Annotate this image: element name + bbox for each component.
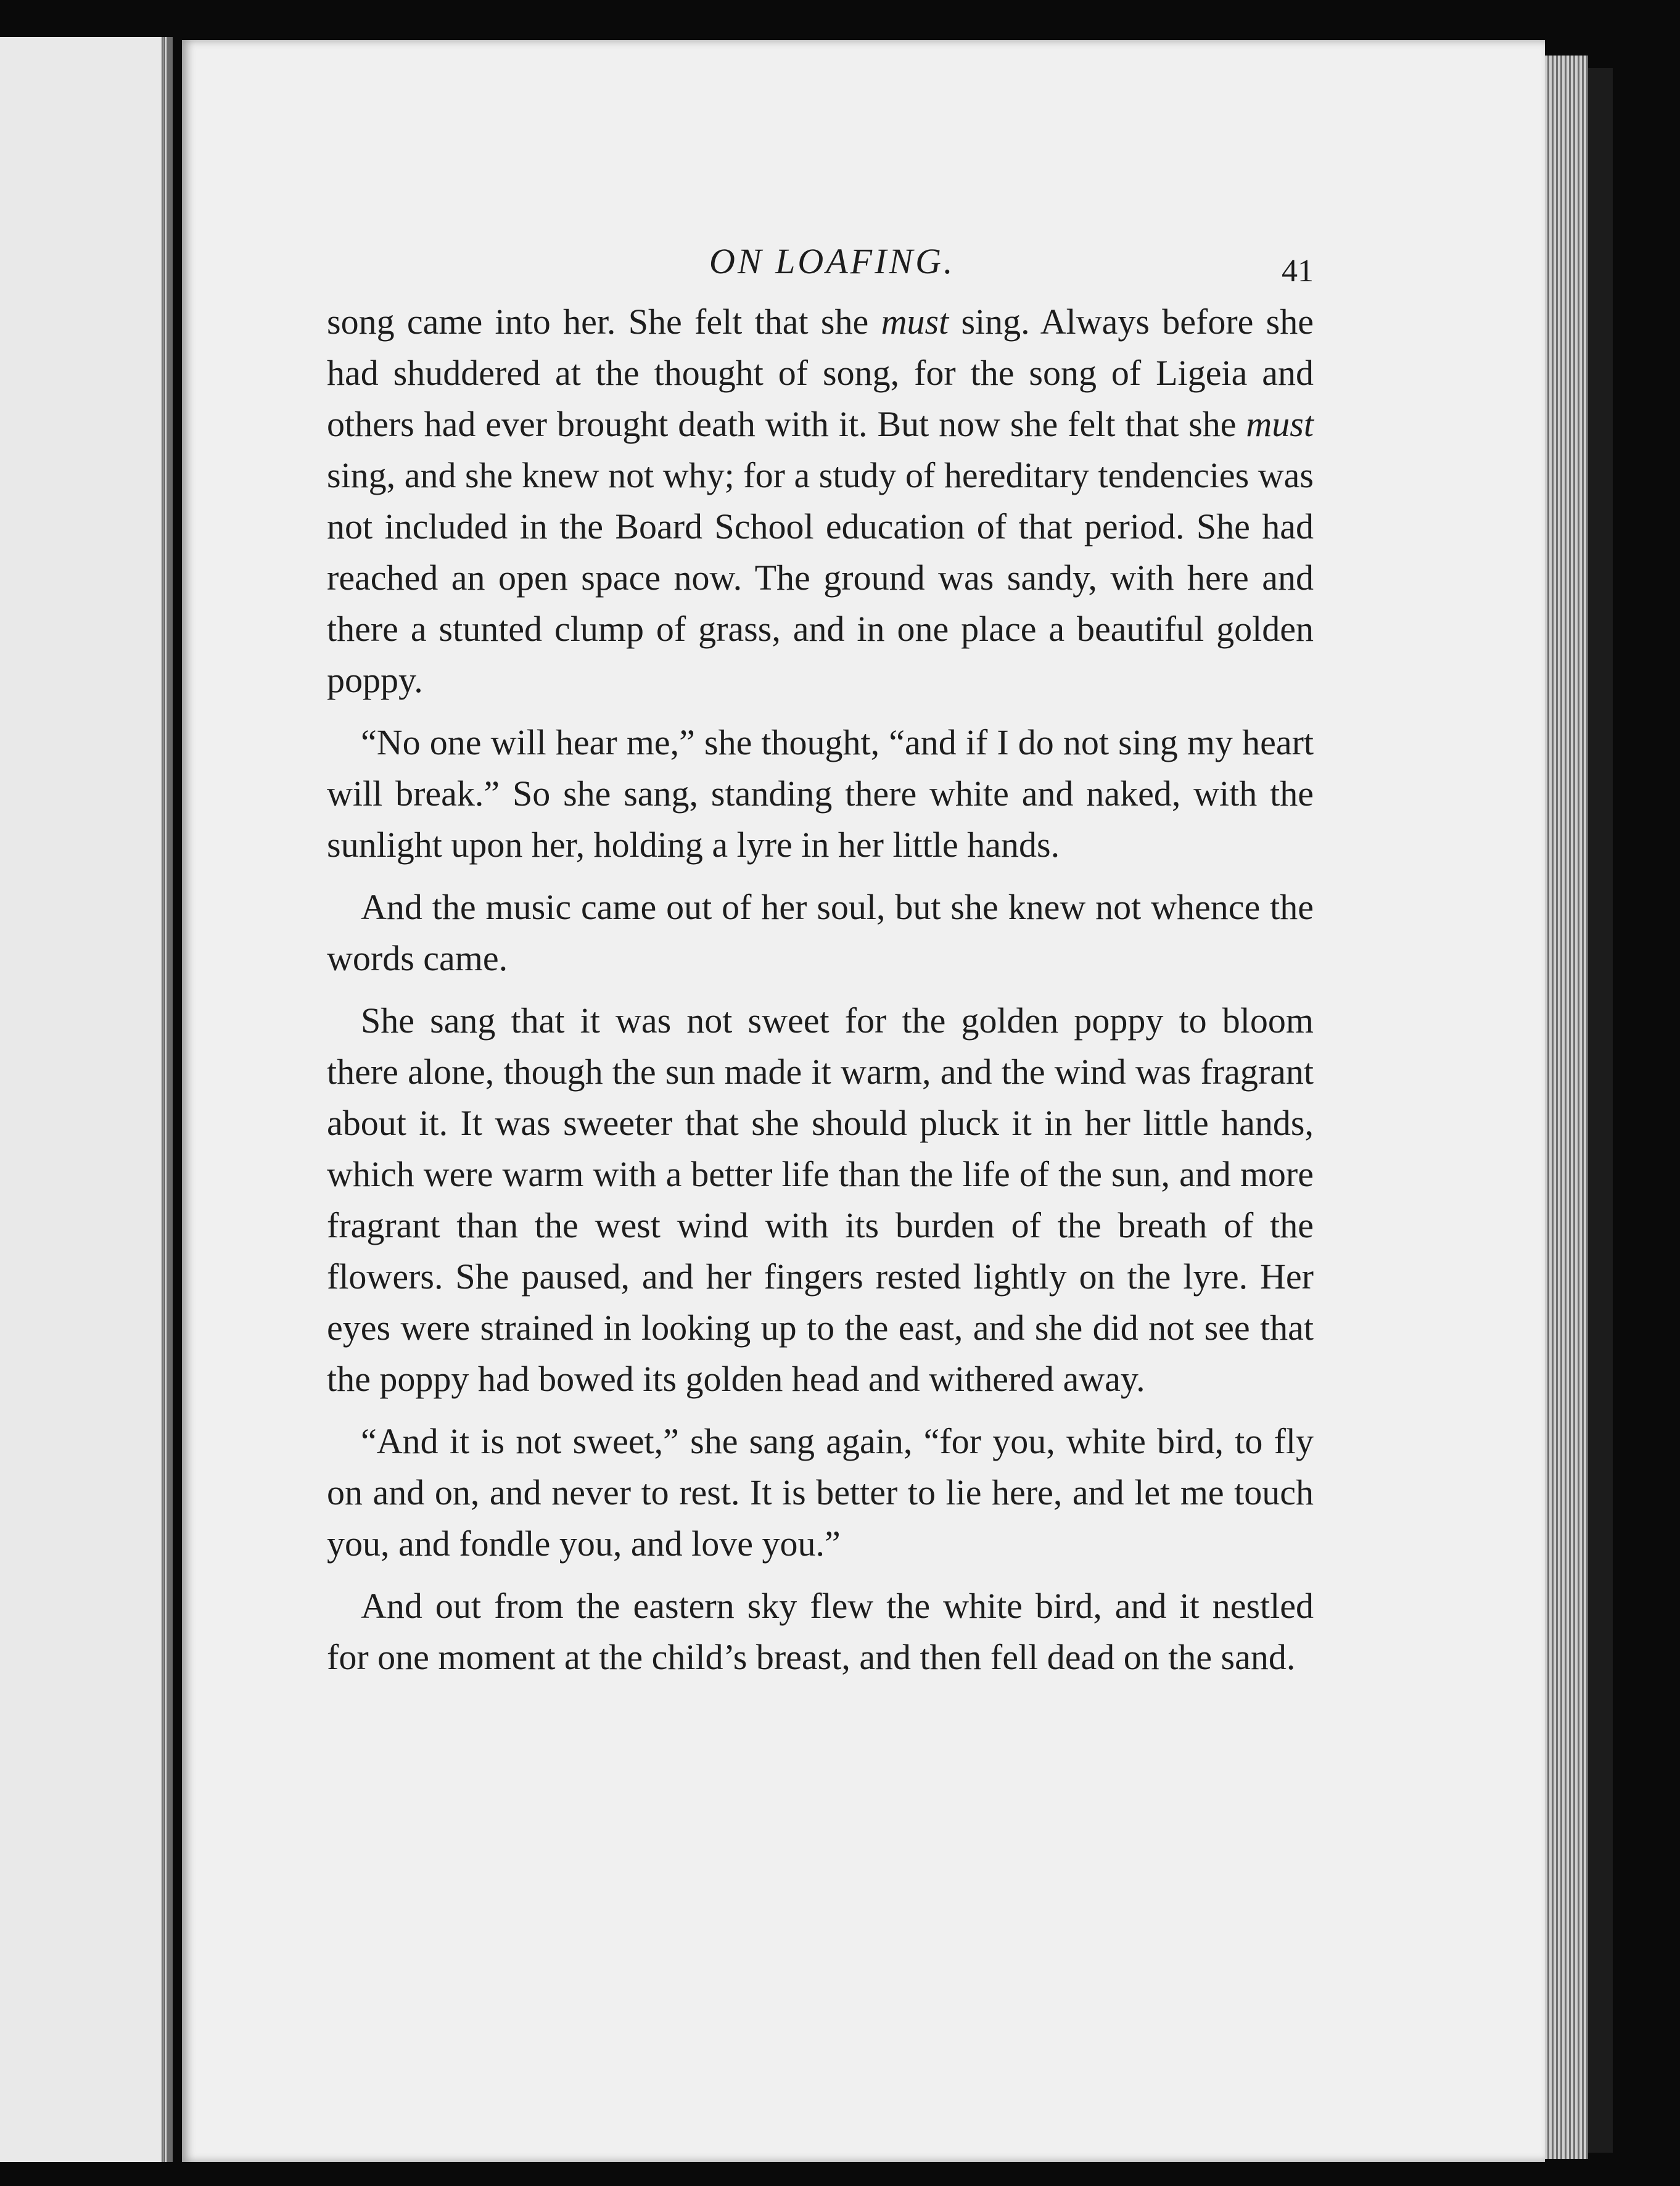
- paragraph-5: “And it is not sweet,” she sang again, “for you, white bird, to fly on and on, and never to rest. It is better to lie here, and let me touch you, and fondle you, and love you.”: [327, 1421, 1314, 1564]
- paragraph-6: And out from the eastern sky flew the white bird, and it nestled for one moment at the child’s breast, and then fell dead on the sand.: [327, 1586, 1314, 1677]
- page-header: [327, 222, 1314, 296]
- emphasis-must-2: must: [1246, 404, 1314, 444]
- paragraph-1-part-a: song came into her. She felt that she: [327, 302, 881, 342]
- paragraph-3: And the music came out of her soul, but she knew not whence the words came.: [327, 887, 1314, 978]
- emphasis-must-1: must: [881, 302, 949, 342]
- paragraph-1-part-c: sing, and she knew not why; for a study of hereditary tendencies was not included in the Board School education of that period. She had reached an open space now. The ground was sandy, with here and there a stunted clump of grass, and in one place a beautiful golden poppy.: [327, 455, 1314, 700]
- book-gutter: [162, 37, 165, 2162]
- paragraph-2: “No one will hear me,” she thought, “and if I do not sing my heart will break.” So she sang, standing there white and naked, with the sunlight upon her, holding a lyre in her little hands.: [327, 722, 1314, 865]
- paragraph-1: [327, 296, 1314, 706]
- previous-page-edge: [0, 37, 173, 2162]
- page-number: 41: [1282, 254, 1314, 289]
- paragraph-1-part-b: sing. Always before she had shuddered at the thought of song, for the song of Ligeia and others had ever brought death with it. But now she felt that she: [327, 302, 1314, 444]
- page-stack-edges: [1545, 56, 1588, 2159]
- paragraph-4: She sang that it was not sweet for the golden poppy to bloom there alone, though the sun made it warm, and the wind was fragrant about it. It was sweeter that she should pluck it in her little hands, which were warm with a better life than the life of the sun, and more fragrant than the west wind with its burden of the breath of the flowers. She paused, and her fingers rested lightly on the lyre. Her eyes were strained in looking up to the east, and she did not see that the poppy had bowed its golden head and withered away.: [327, 1000, 1314, 1399]
- page-content: [327, 222, 1314, 1683]
- running-head: ON LOAFING.: [709, 241, 955, 281]
- book-cover-edge: [1588, 68, 1613, 2153]
